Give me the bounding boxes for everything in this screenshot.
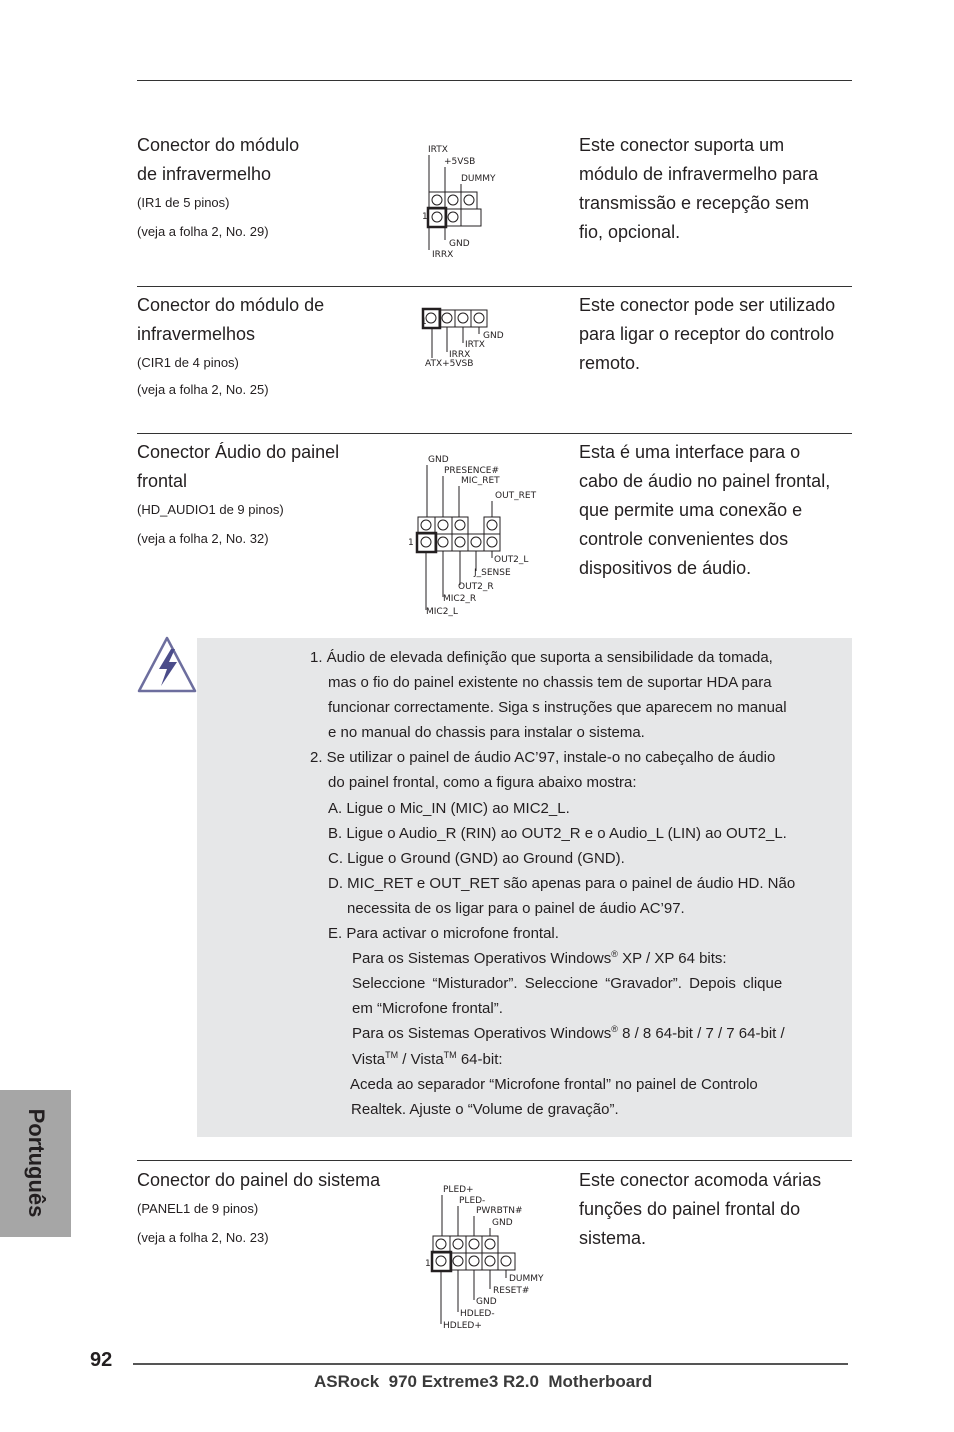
audio-details: [137, 501, 284, 548]
note-line: Aceda ao separador “Microfone frontal” no painel de Controlo: [350, 1075, 758, 1093]
panel-desc-line: sistema.: [579, 1228, 647, 1248]
pin-label: PWRBTN#: [476, 1206, 523, 1216]
audio-pin-count: (HD_AUDIO1 de 9 pinos): [137, 502, 284, 517]
pin-label: HDLED+: [443, 1321, 482, 1331]
ir-connector-diagram: [415, 140, 515, 270]
cir-sheet-ref: (veja a folha 2, No. 25): [137, 382, 269, 397]
note-text-fragment: Para os Sistemas Operativos Windows: [352, 950, 612, 968]
cir-desc-line: remoto.: [579, 353, 641, 373]
note-line: 1. Áudio de elevada definição que suporta a sensibilidade da tomada,: [310, 649, 773, 666]
ir-title-line: Conector do módulo: [137, 135, 300, 155]
ir-description: [579, 131, 818, 247]
pin-label: HDLED-: [460, 1309, 495, 1319]
pin-label: RESET#: [493, 1286, 530, 1296]
pin-label: GND: [449, 239, 470, 249]
pin-label: DUMMY: [509, 1274, 544, 1284]
note-text-fragment: Vista: [352, 1050, 386, 1068]
note-line: Realtek. Ajuste o “Volume de gravação”.: [351, 1100, 619, 1118]
pin-label: IRRX: [449, 350, 471, 360]
ir-desc-line: fio, opcional.: [579, 222, 681, 242]
cir-description: [579, 291, 835, 378]
lightning-warning-icon: [137, 636, 197, 699]
audio-title-line: frontal: [137, 471, 188, 491]
panel-details: [137, 1200, 269, 1247]
note-line: necessita de os ligar para o painel de áudio AC’97.: [347, 899, 685, 917]
section-divider: [137, 286, 852, 287]
trademark-mark: TM: [443, 1049, 457, 1060]
audio-connector-diagram: [400, 450, 550, 625]
note-line: mas o fio do painel existente no chassis tem de suportar HDA para: [328, 674, 772, 692]
cir-title-line: Conector do módulo de: [137, 295, 325, 315]
note-line: do painel frontal, como a figura abaixo mostra:: [328, 774, 637, 792]
pin-label: IRTX: [428, 145, 448, 155]
note-text: [310, 645, 795, 1122]
section-divider: [137, 1160, 852, 1161]
pin-label: IRRX: [432, 250, 454, 260]
pin-label: DUMMY: [461, 174, 496, 184]
cir-title-line: infravermelhos: [137, 324, 256, 344]
pin-label: PLED+: [443, 1185, 474, 1195]
ir-desc-line: transmissão e recepção sem: [579, 193, 810, 213]
pin-label: GND: [476, 1297, 497, 1307]
panel-desc-line: Este conector acomoda várias: [579, 1170, 822, 1190]
ir-desc-line: módulo de infravermelho para: [579, 164, 819, 184]
language-tab-label: Português: [24, 1108, 49, 1218]
note-line: funcionar correctamente. Siga s instruções que aparecem no manual: [328, 699, 787, 717]
ir-desc-line: Este conector suporta um: [579, 135, 785, 155]
note-line: A. Ligue o Mic_IN (MIC) ao MIC2_L.: [328, 799, 570, 817]
audio-desc-line: dispositivos de áudio.: [579, 558, 752, 578]
pin-label: J_SENSE: [474, 568, 511, 578]
audio-title: [137, 438, 339, 496]
ir-pin-count: (IR1 de 5 pinos): [137, 195, 230, 210]
pin-label: MIC2_L: [426, 607, 458, 617]
note-text-fragment: / Vista: [398, 1050, 444, 1068]
cir-desc-line: para ligar o receptor do controlo: [579, 324, 835, 344]
ir-sheet-ref: (veja a folha 2, No. 29): [137, 224, 269, 239]
audio-title-line: Conector Áudio do painel: [137, 442, 340, 462]
pin-label: ATX+5VSB: [425, 359, 474, 369]
pin-label: IRTX: [465, 340, 485, 350]
page-number: 92: [90, 1349, 113, 1371]
trademark-mark: TM: [385, 1049, 399, 1060]
pin-label: PRESENCE#: [444, 466, 500, 476]
panel-connector-diagram: [415, 1175, 565, 1340]
language-tab: [0, 1090, 71, 1237]
ir-details: [137, 194, 269, 241]
note-line: B. Ligue o Audio_R (RIN) ao OUT2_R e o Audio_L (LIN) ao OUT2_L.: [328, 824, 787, 842]
pin-label: 1: [408, 538, 414, 548]
pin-label: OUT2_L: [494, 555, 529, 565]
pin-label: 1: [421, 317, 427, 327]
panel-desc-line: funções do painel frontal do: [579, 1199, 801, 1219]
note-line: D. MIC_RET e OUT_RET são apenas para o painel de áudio HD. Não: [328, 874, 796, 892]
note-text-fragment: Para os Sistemas Operativos Windows: [352, 1025, 612, 1043]
note-line: em “Microfone frontal”.: [352, 1000, 503, 1018]
registered-mark: ®: [611, 1024, 618, 1035]
pin-label: OUT_RET: [495, 491, 537, 501]
panel-title: [137, 1166, 380, 1195]
pin-label: GND: [492, 1218, 513, 1228]
pin-label: GND: [483, 331, 504, 341]
cir-connector-diagram: [415, 300, 515, 380]
note-text-fragment: 8 / 8 64-bit / 7 / 7 64-bit /: [617, 1025, 785, 1043]
note-line: [310, 1021, 795, 1046]
section-divider: [137, 433, 852, 434]
note-line: E. Para activar o microfone frontal.: [328, 925, 559, 943]
cir-title: [137, 291, 324, 349]
audio-desc-line: cabo de áudio no painel frontal,: [579, 471, 831, 491]
pin-label: 1: [425, 1259, 431, 1269]
panel-pin-count: (PANEL1 de 9 pinos): [137, 1201, 259, 1216]
panel-description: [579, 1166, 821, 1253]
ir-title: [137, 131, 299, 189]
pin-label: MIC2_R: [443, 594, 477, 604]
note-text-fragment: XP / XP 64 bits:: [617, 950, 727, 968]
cir-details: [137, 354, 269, 399]
audio-description: [579, 438, 830, 583]
note-line: Seleccione “Misturador”. Seleccione “Gravador”. Depois clique: [352, 975, 783, 993]
note-line: C. Ligue o Ground (GND) ao Ground (GND).: [328, 849, 625, 867]
audio-desc-line: Esta é uma interface para o: [579, 442, 801, 462]
panel-title-line: Conector do painel do sistema: [137, 1170, 381, 1190]
pin-label: MIC_RET: [461, 476, 500, 486]
audio-sheet-ref: (veja a folha 2, No. 32): [137, 531, 269, 546]
pin-label: 1: [422, 212, 428, 222]
pin-label: PLED-: [459, 1196, 486, 1206]
note-line: 2. Se utilizar o painel de áudio AC’97, instale-o no cabeçalho de áudio: [310, 749, 776, 767]
note-text-fragment: 64-bit:: [456, 1050, 503, 1068]
note-line: [310, 1047, 795, 1072]
top-rule: [137, 80, 852, 81]
pin-label: GND: [428, 455, 449, 465]
audio-desc-line: controle convenientes dos: [579, 529, 789, 549]
footer-product: ASRock 970 Extreme3 R2.0 Motherboard: [314, 1372, 653, 1391]
note-line: [310, 946, 795, 971]
footer-rule: [133, 1363, 848, 1365]
cir-desc-line: Este conector pode ser utilizado: [579, 295, 836, 315]
registered-mark: ®: [611, 949, 618, 960]
cir-pin-count: (CIR1 de 4 pinos): [137, 355, 239, 370]
panel-sheet-ref: (veja a folha 2, No. 23): [137, 1230, 269, 1245]
pin-label: OUT2_R: [458, 582, 494, 592]
ir-title-line: de infravermelho: [137, 164, 272, 184]
audio-desc-line: que permite uma conexão e: [579, 500, 803, 520]
pin-label: +5VSB: [444, 157, 476, 167]
note-line: e no manual do chassis para instalar o sistema.: [328, 724, 645, 742]
